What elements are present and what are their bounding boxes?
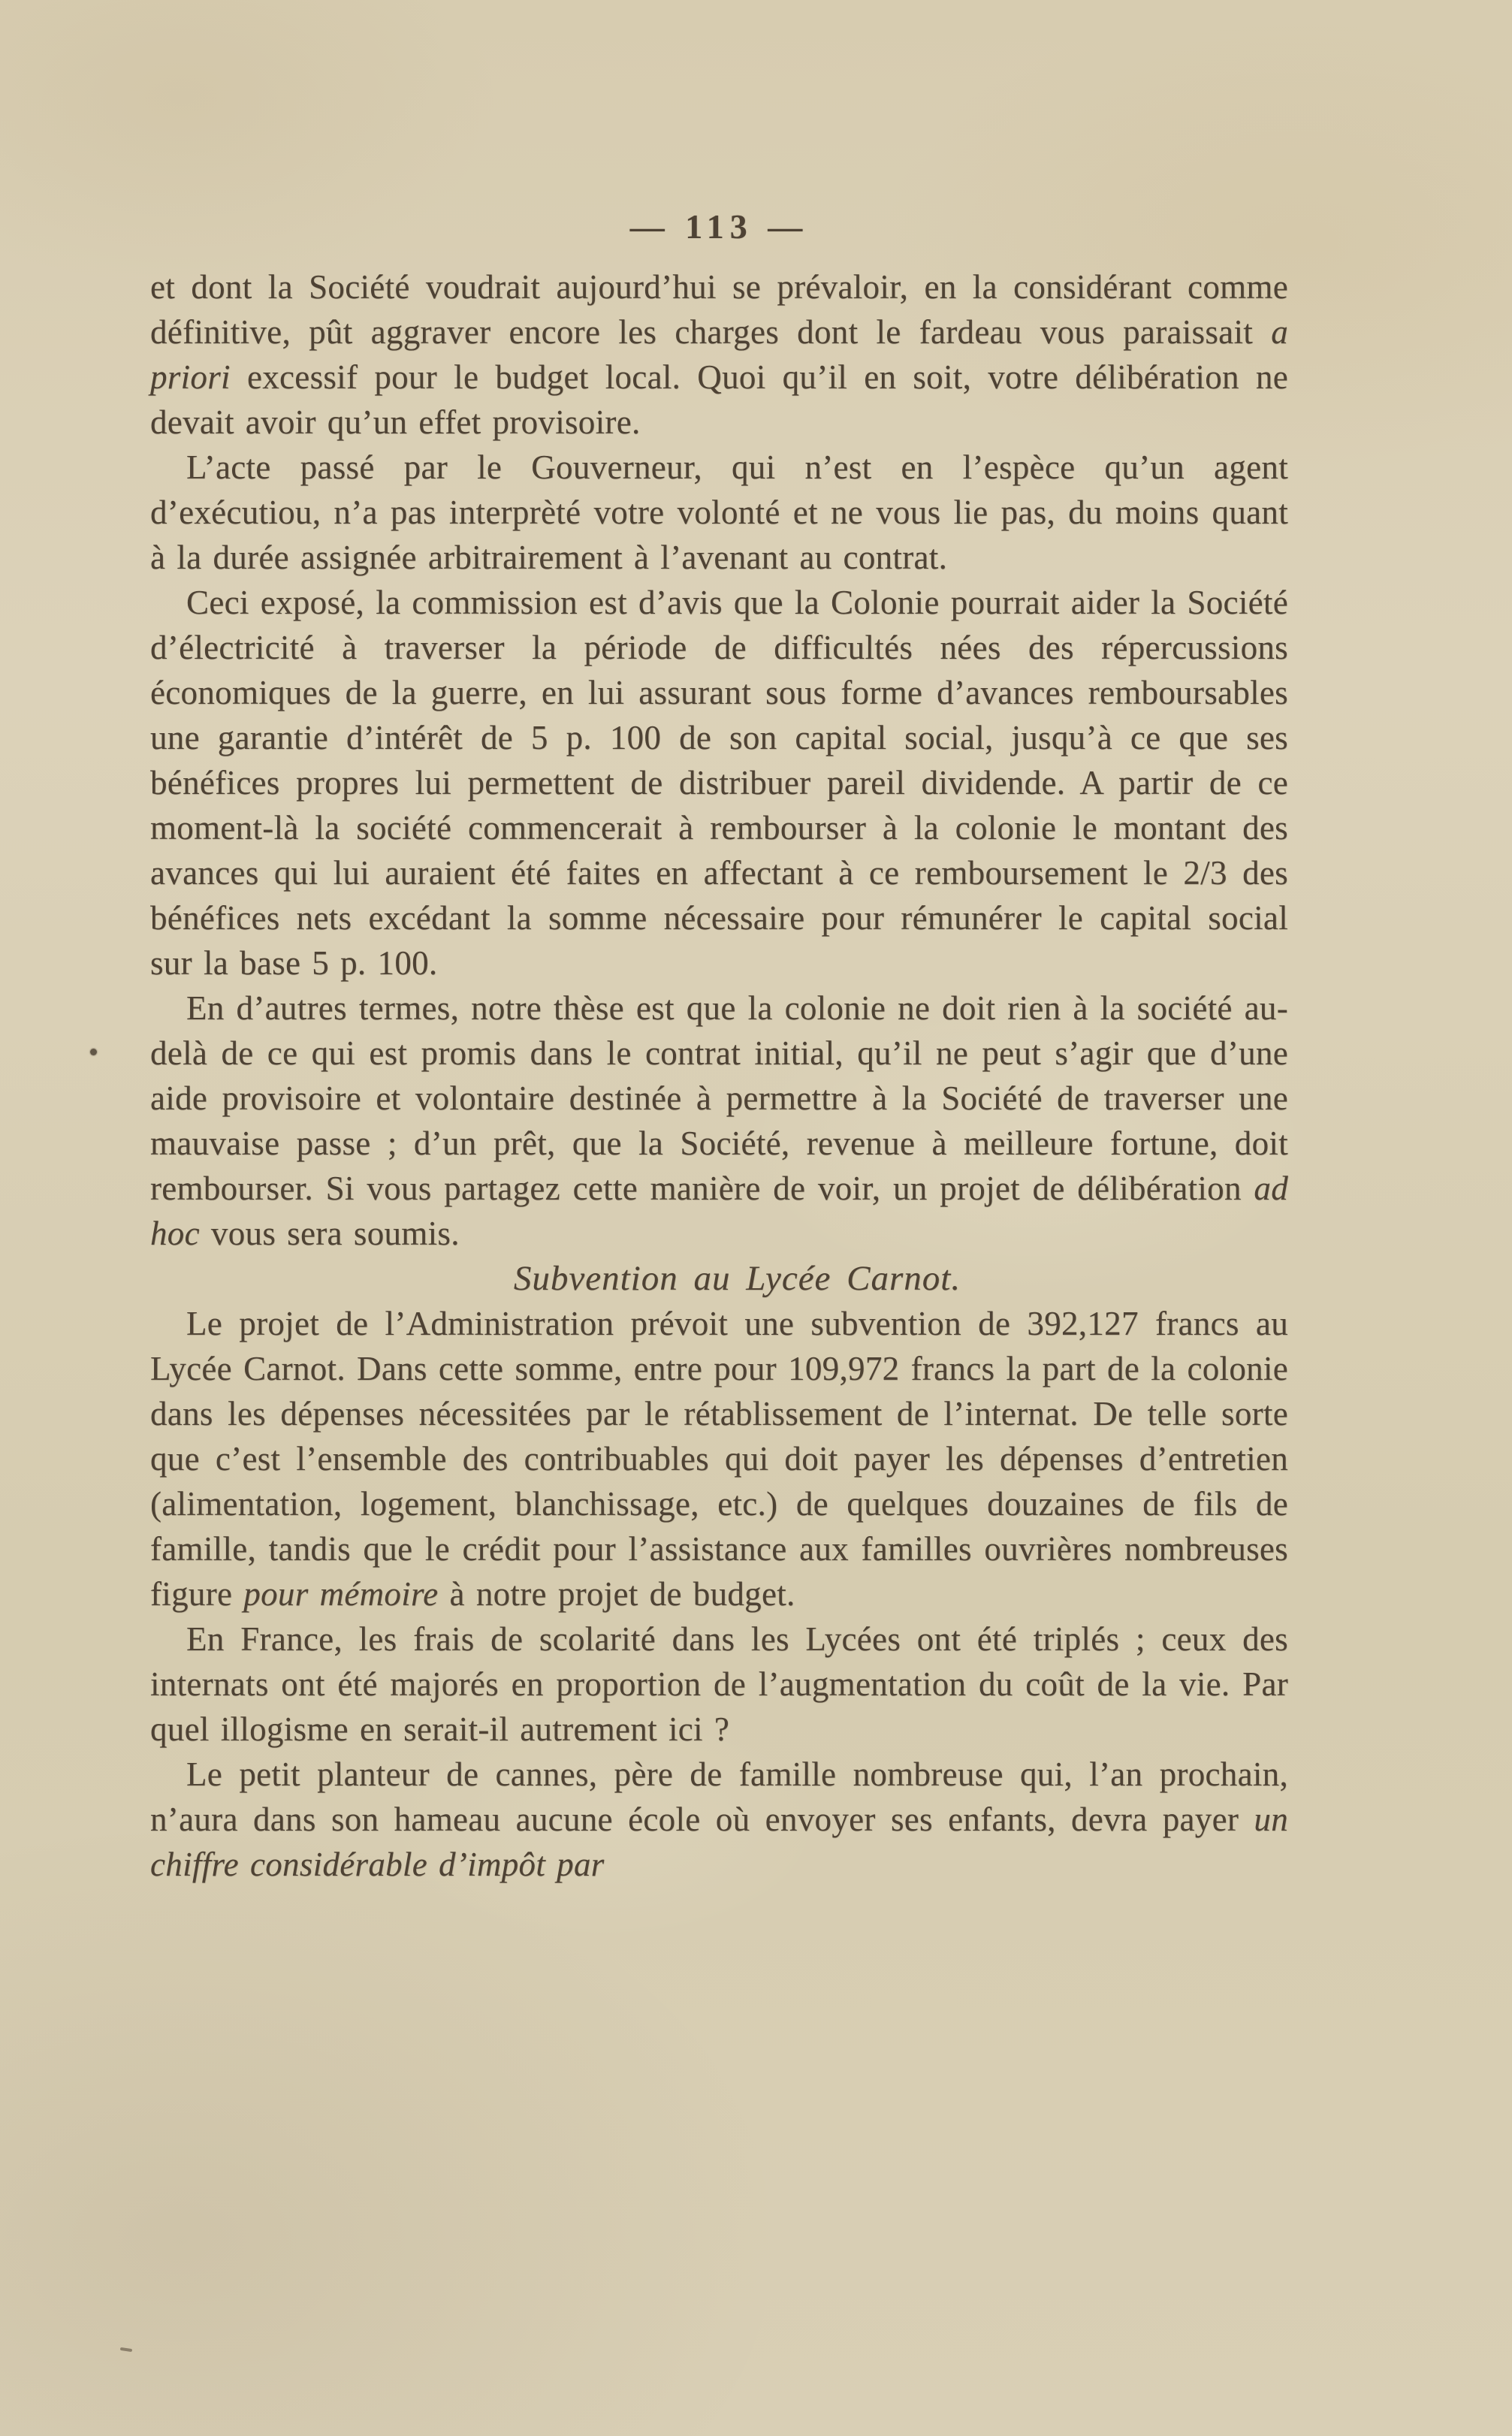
ink-speck: [90, 1049, 97, 1055]
section-heading: Subvention au Lycée Carnot.: [513, 1259, 961, 1298]
page-number: — 113 —: [629, 207, 809, 246]
ink-smudge: [120, 2347, 132, 2352]
paragraph-6: En France, les frais de scolarité dans les Lycées ont été triplés ; ceux des internats ont été majorés en proportion de l’augmentation du coût de la vie. Par quel illogisme en serait-il autrement ici ?: [150, 1620, 1288, 1748]
paragraph-1: et dont la Société voudrait aujourd’hui se prévaloir, en la considérant comme définitive, pût aggraver encore les charges dont le fardeau vous paraissait a priori excessif pour le budget local. Quoi qu’il en soit, votre délibération ne devait avoir qu’un effet provisoire.: [150, 268, 1288, 441]
paragraph-3: Ceci exposé, la commission est d’avis que la Colonie pourrait aider la Société d’électricité à traverser la période de difficultés nées des répercussions économiques de la guerre, en lui assurant sous forme d’avances remboursables une garantie d’intérêt de 5 p. 100 de son capital social, jusqu’à ce que ses bénéfices propres lui permettent de distribuer pareil dividende. A partir de ce moment-là la société commencerait à rembourser à la colonie le montant des avances qui lui auraient été faites en affectant à ce remboursement le 2/3 des bénéfices nets excédant la somme nécessaire pour rémunérer le capital social sur la base 5 p. 100.: [150, 584, 1288, 982]
paragraph-4: En d’autres termes, notre thèse est que la colonie ne doit rien à la société au-delà de ce qui est promis dans le contrat initial, qu’il ne peut s’agir que d’une aide provisoire et volontaire destinée à permettre à la Société de traverser une mauvaise passe ; d’un prêt, que la Société, revenue à meilleure fortune, doit rembourser. Si vous partagez cette manière de voir, un projet de délibération ad hoc vous sera soumis.: [150, 989, 1288, 1252]
paragraph-5: Le projet de l’Administration prévoit une subvention de 392,127 francs au Lycée Carnot. Dans cette somme, entre pour 109,972 francs la part de la colonie dans les dépenses nécessitées par le rétablissement de l’internat. De telle sorte que c’est l’ensemble des contribuables qui doit payer les dépenses d’entretien (alimentation, logement, blanchissage, etc.) de quelques douzaines de fils de famille, tandis que le crédit pour l’assistance aux familles ouvrières nombreuses figure pour mémoire à notre projet de budget.: [150, 1305, 1288, 1613]
paragraph-2: L’acte passé par le Gouverneur, qui n’est en l’espèce qu’un agent d’exécutiou, n’a pas interprèté votre volonté et ne vous lie pas, du moins quant à la durée assignée arbitrairement à l’avenant au contrat.: [150, 448, 1288, 576]
paragraph-7: Le petit planteur de cannes, père de famille nombreuse qui, l’an prochain, n’aura dans son hameau aucune école où envoyer ses enfants, devra payer un chiffre considérable d’impôt par: [150, 1755, 1288, 1883]
page-body: [150, 264, 1288, 1887]
